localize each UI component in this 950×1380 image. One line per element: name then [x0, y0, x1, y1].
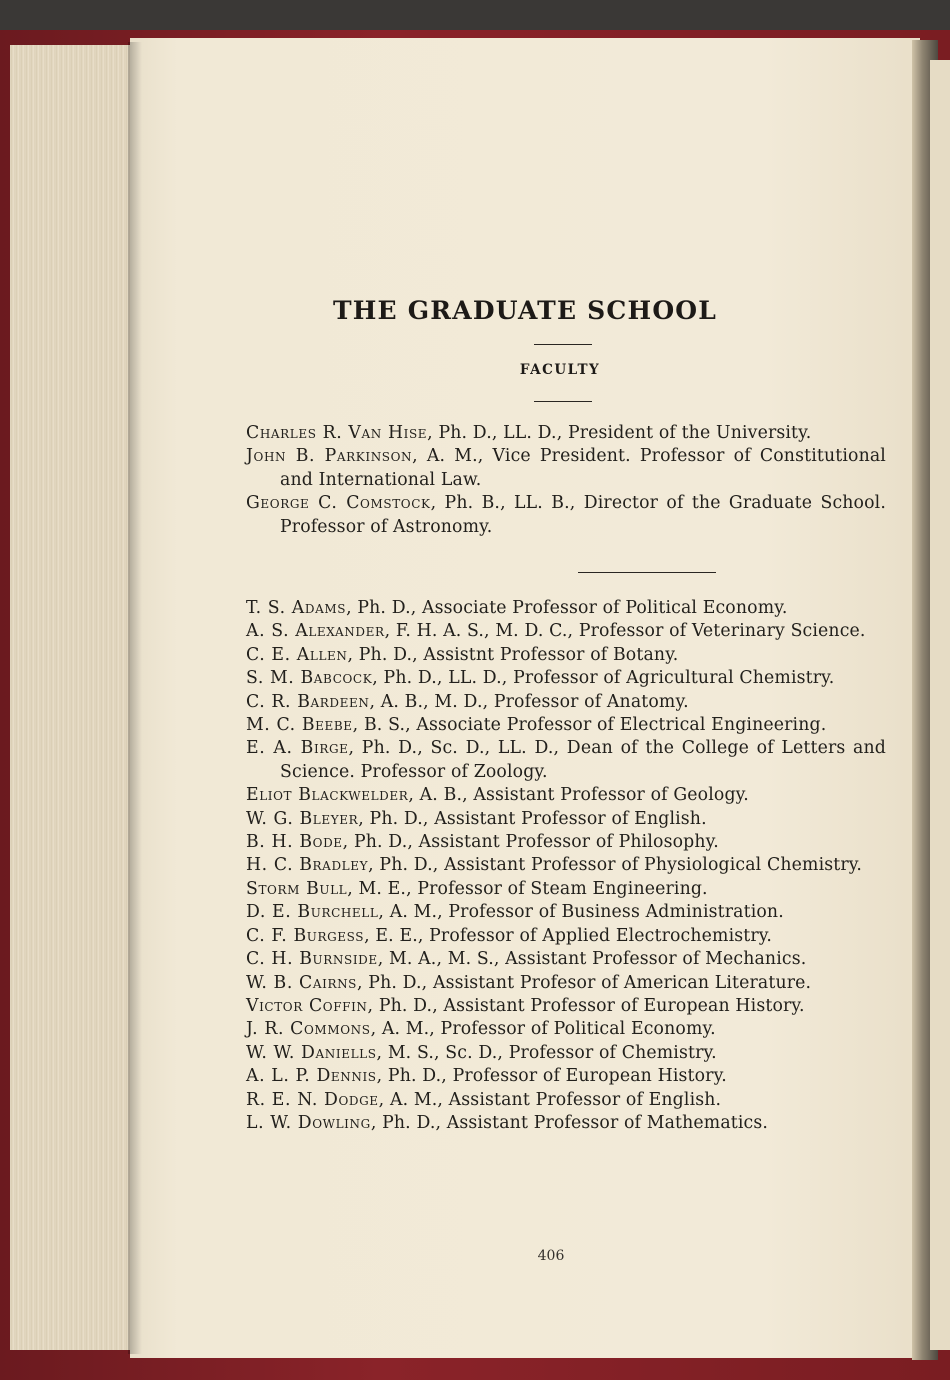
- faculty-name: A. S. Alexander: [246, 621, 385, 642]
- faculty-name: M. C. Beebe: [246, 715, 353, 736]
- subheading-rule: [534, 401, 592, 402]
- faculty-entry: [246, 901, 886, 924]
- faculty-name: A. L. P. Dennis: [246, 1066, 377, 1087]
- faculty-entry: [246, 1018, 886, 1041]
- faculty-name: Storm Bull: [246, 878, 348, 899]
- faculty-entry: [246, 995, 886, 1018]
- faculty-name: L. W. Dowling: [246, 1112, 371, 1133]
- faculty-name: S. M. Babcock: [246, 668, 373, 689]
- faculty-entry: [246, 831, 886, 854]
- faculty-entry: [246, 714, 886, 737]
- faculty-details: , Ph. D., Professor of European History.: [376, 1066, 727, 1087]
- faculty-name: T. S. Adams: [246, 598, 347, 618]
- faculty-entry: [246, 492, 886, 539]
- faculty-details: , Ph. D., LL. D., Professor of Agricultural Chemistry.: [372, 668, 835, 689]
- faculty-details: , Ph. D., Assistant Profesor of American Literature.: [357, 972, 812, 993]
- faculty-entry: [246, 597, 886, 620]
- faculty-details: , F. H. A. S., M. D. C., Professor of Veterinary Science.: [384, 621, 866, 642]
- faculty-name: B. H. Bode: [246, 832, 343, 853]
- faculty-name: J. R. Commons: [246, 1019, 371, 1040]
- faculty-name: W. G. Bleyer: [246, 808, 359, 829]
- faculty-entry: [246, 620, 886, 643]
- page-number: 406: [537, 1248, 565, 1264]
- faculty-details: , Ph. D., Assistant Professor of Philosophy.: [342, 832, 719, 853]
- faculty-name: C. R. Bardeen: [246, 691, 370, 712]
- faculty-details: , Ph. D., Associate Professor of Political Economy.: [346, 598, 788, 618]
- page-edges: [10, 45, 131, 1350]
- faculty-details: , M. E., Professor of Steam Engineering.: [347, 878, 708, 899]
- faculty-entry: [246, 1089, 886, 1112]
- faculty-name: W. B. Cairns: [246, 972, 357, 993]
- faculty-entry: [246, 1112, 886, 1135]
- faculty-details: , Ph. D., Assistnt Professor of Botany.: [347, 644, 679, 665]
- faculty-entry: [246, 878, 886, 901]
- faculty-details: , Ph. D., Assistant Professor of English.: [358, 808, 707, 829]
- faculty-entry: [246, 667, 886, 690]
- faculty-details: , A. M., Assistant Professor of English.: [378, 1089, 722, 1110]
- faculty-name: C. H. Burnside: [246, 949, 378, 970]
- faculty-details: , Ph. B., LL. B., Director of the Graduate School. Professor of Astronomy.: [280, 493, 886, 537]
- heading-rule: [534, 344, 592, 345]
- faculty-entry: [246, 644, 886, 667]
- faculty-details: , Ph. D., Assistant Professor of Physiological Chemistry.: [368, 855, 863, 876]
- faculty-details: , Ph. D., Sc. D., LL. D., Dean of the College of Letters and Science. Professor of Zoology.: [280, 738, 886, 782]
- faculty-details: , A. B., M. D., Professor of Anatomy.: [369, 691, 689, 712]
- faculty-name: George C. Comstock: [246, 493, 431, 514]
- faculty-name: Charles R. Van Hise: [246, 423, 428, 443]
- faculty-details: , Ph. D., LL. D., President of the University.: [427, 423, 812, 443]
- faculty-details: , M. A., M. S., Assistant Professor of Mechanics.: [377, 949, 807, 970]
- faculty-name: Victor Coffin: [246, 995, 368, 1016]
- faculty-entry: [246, 1065, 886, 1088]
- faculty-name: E. A. Birge: [246, 738, 349, 759]
- faculty-details: , Ph. D., Assistant Professor of Mathematics.: [370, 1112, 769, 1133]
- spine-shadow: [128, 42, 142, 1354]
- faculty-details: , A. M., Professor of Business Administration.: [378, 902, 784, 923]
- faculty-entry: [246, 972, 886, 995]
- faculty-list: [246, 597, 886, 1135]
- faculty-entry: [246, 445, 886, 492]
- faculty-entry: [246, 737, 886, 784]
- faculty-entry: [246, 854, 886, 877]
- faculty-details: , B. S., Associate Professor of Electrical Engineering.: [352, 715, 827, 736]
- faculty-details: , Ph. D., Assistant Professor of European History.: [367, 995, 805, 1016]
- faculty-entry: [246, 691, 886, 714]
- section-subheading: FACULTY: [519, 362, 601, 378]
- faculty-name: H. C. Bradley: [246, 855, 369, 876]
- faculty-entry: [246, 422, 886, 445]
- faculty-details: , M. S., Sc. D., Professor of Chemistry.: [376, 1042, 717, 1063]
- faculty-entry: [246, 808, 886, 831]
- faculty-details: , A. M., Vice President. Professor of Constitutional and International Law.: [280, 446, 886, 490]
- faculty-entry: [246, 948, 886, 971]
- faculty-name: W. W. Daniells: [246, 1042, 377, 1063]
- faculty-entry: [246, 784, 886, 807]
- faculty-name: John B. Parkinson: [246, 446, 413, 467]
- faculty-details: , A. M., Professor of Political Economy.: [370, 1019, 716, 1040]
- faculty-name: C. F. Burgess: [246, 925, 365, 946]
- faculty-details: , E. E., Professor of Applied Electrochemistry.: [364, 925, 773, 946]
- faculty-name: C. E. Allen: [246, 644, 348, 665]
- faculty-name: D. E. Burchell: [246, 902, 379, 923]
- section-divider: [578, 572, 716, 573]
- facing-page-edge: [930, 60, 950, 1350]
- faculty-name: Eliot Blackwelder: [246, 785, 409, 806]
- officers-list: [246, 422, 886, 539]
- faculty-name: R. E. N. Dodge: [246, 1089, 379, 1110]
- faculty-entry: [246, 925, 886, 948]
- faculty-entry: [246, 1042, 886, 1065]
- faculty-details: , A. B., Assistant Professor of Geology.: [408, 785, 749, 806]
- page-heading: THE GRADUATE SCHOOL: [332, 296, 718, 325]
